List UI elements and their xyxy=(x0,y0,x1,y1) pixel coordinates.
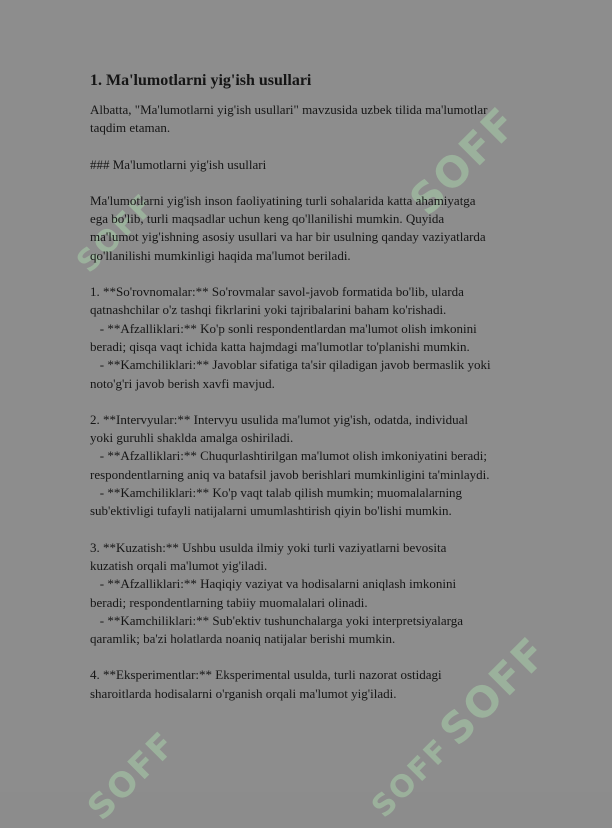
watermark-mid-right: SOFF xyxy=(430,627,558,755)
section-observation: 3. **Kuzatish:** Ushbu usulda ilmiy yoki turli vaziyatlarni bevosita kuzatish orqali ma'lumot yig'iladi. - **Afzalliklari:** Haqiqiy vaziyat va hodisalarni aniqlash imkonini beradi; respondentlarning tabiiy muomalalari olinadi. - **Kamchiliklari:** Sub'ektiv tushunchalarga yoki interpretsiyalarga qaramlik; ba'zi holatlarda noaniq natijalar berishi mumkin. xyxy=(90,539,463,647)
section-surveys: 1. **So'rovnomalar:** So'rovmalar savol-javob formatida bo'lib, ularda qatnashchilar o'z tashqi fikrlarini yoki tajribalarini baham ko'rishadi. - **Afzalliklari:** Ko'p sonli respondentlardan ma'lumot olish imkonini beradi; qisqa vaqt ichida katta hajmdagi ma'lumotlar to'planishi mumkin. - **Kamchiliklari:** Javoblar sifatiga ta'sir qiladigan javob bermaslik yoki noto'g'ri javob berish xavfi mavjud. xyxy=(90,284,491,391)
markdown-heading: ### Ma'lumotlarni yig'ish usullari xyxy=(90,156,267,172)
watermark-bottom-center: SOFF xyxy=(365,732,458,825)
section-experiments: 4. **Eksperimentlar:** Eksperimental usulda, turli nazorat ostidagi sharoitlarda hodisalarni o'rganish orqali ma'lumot yig'iladi. xyxy=(90,667,442,701)
watermark-left: SOFF xyxy=(70,187,163,280)
intro-paragraph: Albatta, "Ma'lumotlarni yig'ish usullari" mavzusida uzbek tilida ma'lumotlar taqdim etaman. xyxy=(90,102,488,136)
overview-paragraph: Ma'lumotlarni yig'ish inson faoliyatining turli sohalarida katta ahamiyatga ega bo'lib, turli maqsadlar uchun keng qo'llanilishi mumkin. Quyida ma'lumot yig'ishning asosiy usullari va har bir usulning qanday vaziyatlarda qo'llanilishi mumkinligi haqida ma'lumot beriladi. xyxy=(90,192,486,263)
document-body xyxy=(90,71,530,703)
watermark-top-right: SOFF xyxy=(400,97,528,225)
document-title: 1. Ma'lumotlarni yig'ish usullari xyxy=(90,72,312,89)
section-interviews: 2. **Intervyular:** Intervyu usulida ma'lumot yig'ish, odatda, individual yoki guruhli shaklda amalga oshiriladi. - **Afzalliklari:** Chuqurlashtirilgan ma'lumot olish imkoniyatini beradi; respondentlarning aniq va batafsil javob berishlari mumkinligini ta'minlaydi. - **Kamchiliklari:** Ko'p vaqt talab qilish mumkin; muomalalarning sub'ektivligi tufayli natijalarni umumlashtirish qiyin bo'lishi mumkin. xyxy=(90,411,490,519)
watermark-bottom-left: SOFF xyxy=(80,723,185,828)
